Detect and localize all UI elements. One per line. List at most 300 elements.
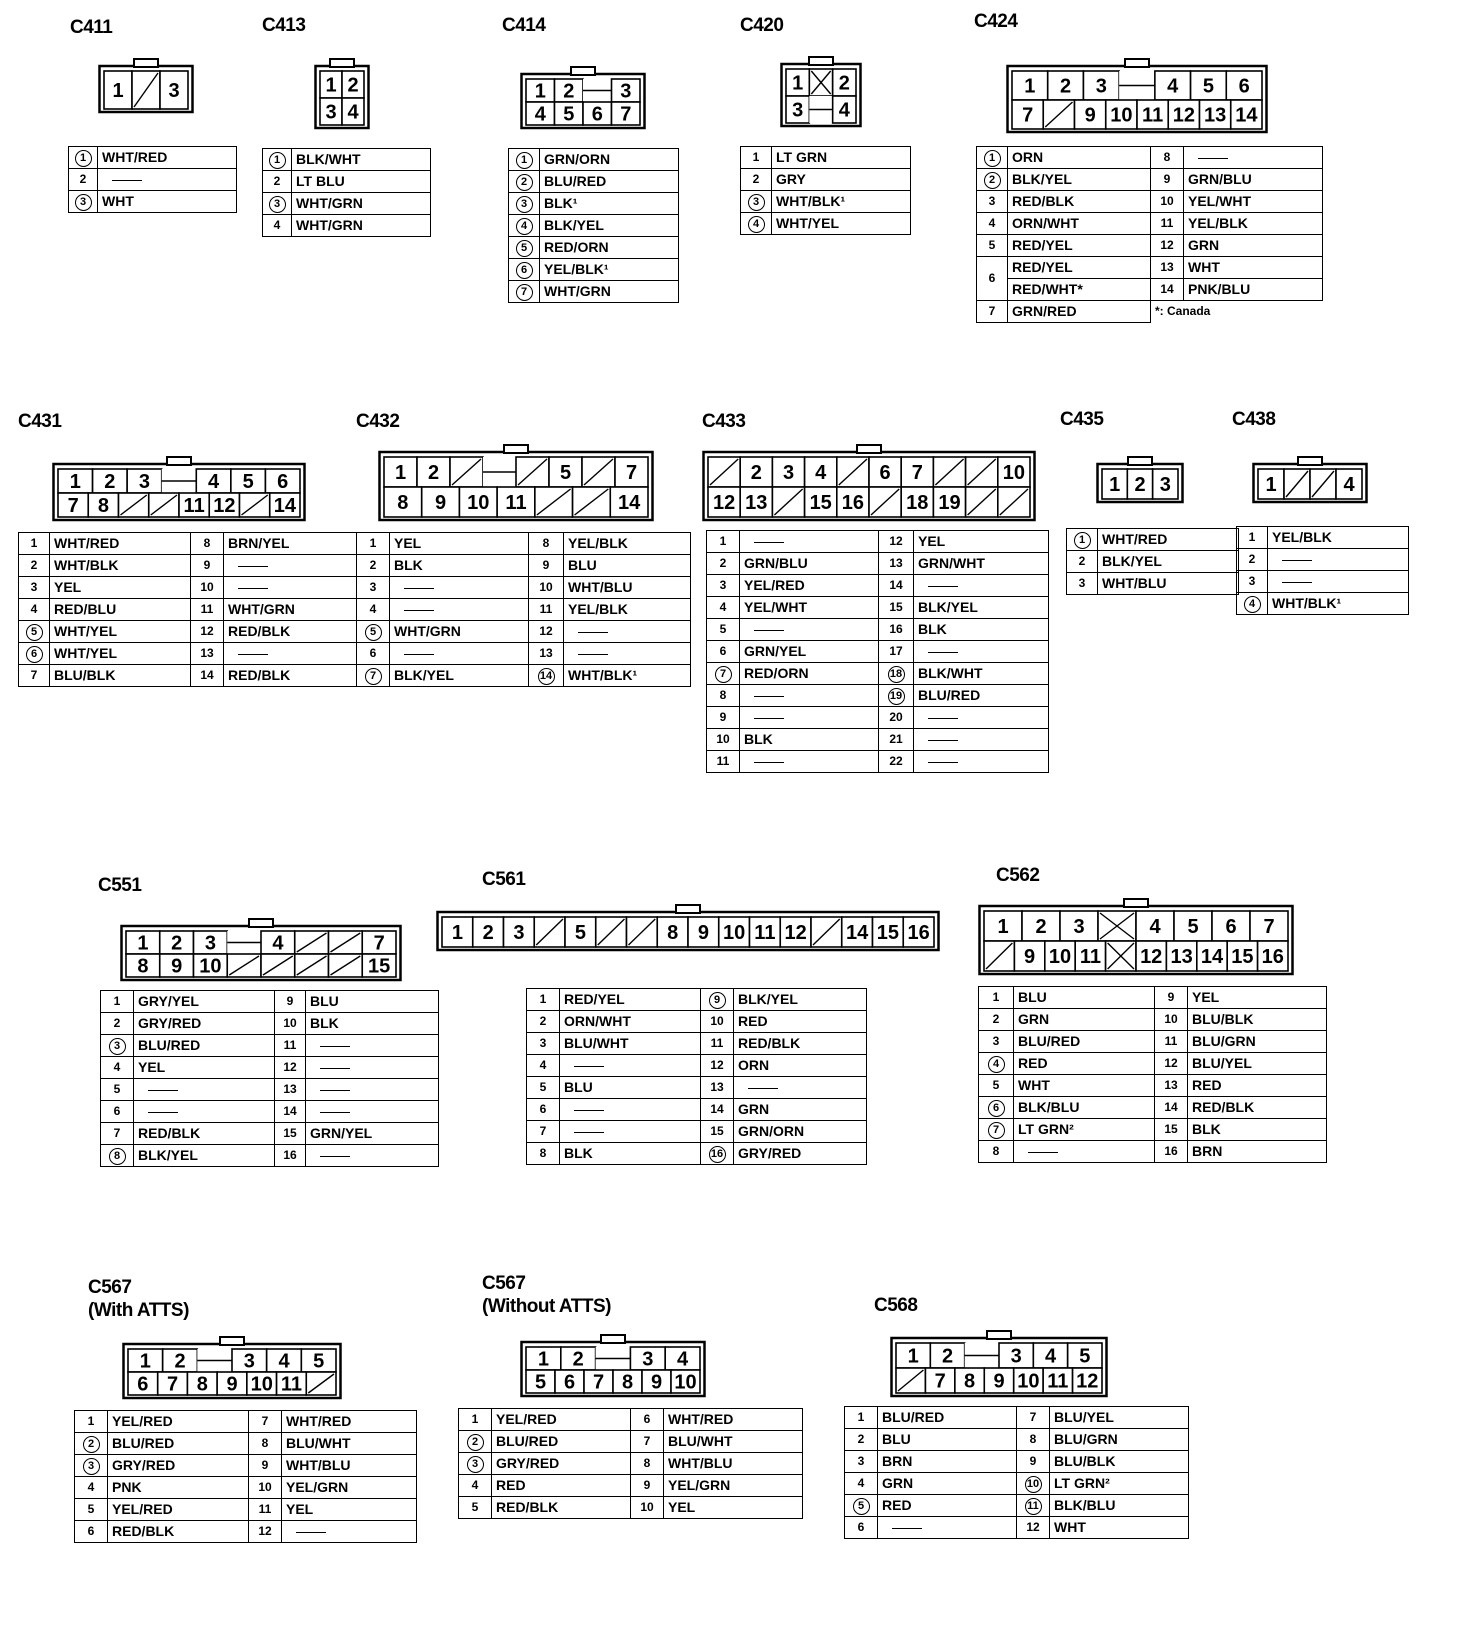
wire-color: RED/ORN bbox=[740, 663, 879, 685]
wire-color: YEL bbox=[390, 533, 529, 555]
connector-face bbox=[520, 66, 646, 130]
connector-face bbox=[702, 444, 1036, 522]
pin-number: 14 bbox=[1160, 282, 1174, 296]
cavity-number: 6 bbox=[591, 103, 603, 126]
pin-number: 2 bbox=[857, 1432, 865, 1446]
wire-color: YEL bbox=[50, 577, 191, 599]
table-row bbox=[977, 147, 1323, 169]
table-row bbox=[707, 751, 1049, 773]
no-wire-dash bbox=[404, 654, 434, 655]
wire-color: YEL bbox=[1188, 987, 1327, 1009]
cavity-number: 2 bbox=[1134, 474, 1146, 496]
cavity-number: 13 bbox=[745, 492, 768, 514]
wire-color: YEL/WHT bbox=[740, 597, 879, 619]
table-row bbox=[1237, 571, 1409, 593]
wire-color: BLU/BLK bbox=[1188, 1009, 1327, 1031]
cavity-number: 9 bbox=[1084, 104, 1096, 127]
cavity-number: 1 bbox=[139, 1350, 151, 1373]
pin-number: 1 bbox=[369, 536, 377, 550]
wire-color: BLK/YEL bbox=[1098, 551, 1239, 573]
pin-table bbox=[526, 988, 867, 1165]
cavity-number: 4 bbox=[208, 471, 220, 493]
wire-color bbox=[224, 555, 357, 577]
table-row bbox=[527, 1077, 867, 1099]
pin-number: 6 bbox=[516, 262, 533, 279]
cavity-number: 7 bbox=[625, 462, 638, 484]
table-row bbox=[459, 1475, 803, 1497]
pin-table bbox=[740, 146, 911, 235]
no-wire-dash bbox=[404, 610, 434, 611]
wire-color: BLK/WHT bbox=[292, 149, 431, 171]
pin-number: 7 bbox=[715, 666, 732, 683]
pin-number: 10 bbox=[710, 1014, 724, 1028]
wire-color: BLU/WHT bbox=[664, 1431, 803, 1453]
wire-color bbox=[224, 577, 357, 599]
cavity-number: 7 bbox=[167, 1373, 179, 1396]
cavity-number: 9 bbox=[171, 955, 183, 978]
connector-face-drawing bbox=[120, 918, 402, 982]
wire-color bbox=[740, 751, 879, 773]
wire-color: RED/BLK bbox=[134, 1123, 275, 1145]
pin-number: 1 bbox=[269, 152, 286, 169]
no-wire-dash bbox=[320, 1112, 350, 1113]
pin-number: 1 bbox=[516, 152, 533, 169]
table-row bbox=[101, 1057, 439, 1079]
pin-number: 8 bbox=[719, 688, 727, 702]
wire-color: WHT/BLU bbox=[564, 577, 691, 599]
table-row bbox=[845, 1495, 1189, 1517]
wire-color: WHT/BLK¹ bbox=[1268, 593, 1409, 615]
pin-number: 8 bbox=[109, 1148, 126, 1165]
pin-number: 2 bbox=[539, 1014, 547, 1028]
pin-number: 6 bbox=[113, 1104, 121, 1118]
wire-color bbox=[134, 1101, 275, 1123]
wire-color: YEL/BLK bbox=[564, 599, 691, 621]
pin-number: 1 bbox=[719, 534, 727, 548]
pin-number: 17 bbox=[889, 644, 903, 658]
pin-number: 2 bbox=[992, 1012, 1000, 1026]
wire-color: YEL/RED bbox=[492, 1409, 631, 1431]
pin-number: 10 bbox=[1164, 1012, 1178, 1026]
wire-color: BLU bbox=[306, 991, 439, 1013]
cavity-number: 2 bbox=[427, 462, 440, 484]
connector-title: C551 bbox=[98, 875, 142, 896]
table-row bbox=[101, 991, 439, 1013]
pin-number: 6 bbox=[87, 1524, 95, 1538]
cavity-number: 1 bbox=[792, 72, 804, 95]
pin-number: 9 bbox=[542, 558, 550, 572]
wire-color: BLU/GRN bbox=[1188, 1031, 1327, 1053]
pin-number: 4 bbox=[30, 602, 38, 616]
cavity-number: 15 bbox=[368, 955, 391, 978]
connector-face bbox=[120, 918, 402, 982]
pin-number: 7 bbox=[113, 1126, 121, 1140]
cavity-number: 8 bbox=[621, 1371, 634, 1394]
cavity-number: 4 bbox=[815, 462, 827, 484]
no-wire-dash bbox=[574, 1110, 604, 1111]
wire-color bbox=[740, 707, 879, 729]
table-row bbox=[357, 599, 691, 621]
pin-number: 1 bbox=[87, 1414, 95, 1428]
pin-number: 3 bbox=[369, 580, 377, 594]
table-row bbox=[707, 685, 1049, 707]
cavity-number: 3 bbox=[138, 471, 150, 493]
wire-color bbox=[306, 1035, 439, 1057]
pin-number: 4 bbox=[471, 1478, 479, 1492]
cavity-number: 5 bbox=[574, 922, 586, 944]
pin-number: 9 bbox=[709, 992, 726, 1009]
wire-color: BLK/YEL bbox=[134, 1145, 275, 1167]
pin-number: 12 bbox=[889, 534, 903, 548]
pin-number: 14 bbox=[283, 1104, 297, 1118]
cavity-number: 11 bbox=[754, 922, 776, 944]
cavity-number: 4 bbox=[278, 1350, 290, 1373]
no-wire-dash bbox=[404, 588, 434, 589]
table-row bbox=[357, 533, 691, 555]
wire-color bbox=[98, 169, 237, 191]
cavity-number: 10 bbox=[1048, 946, 1072, 968]
table-row bbox=[509, 149, 679, 171]
table-row bbox=[977, 213, 1323, 235]
pin-number: 14 bbox=[538, 668, 555, 685]
table-row bbox=[19, 555, 357, 577]
cavity-number: 10 bbox=[723, 922, 746, 944]
cavity-number: 2 bbox=[1060, 75, 1072, 98]
pin-table bbox=[356, 532, 691, 687]
table-row bbox=[527, 1099, 867, 1121]
wire-color: BLU/BLK bbox=[1050, 1451, 1189, 1473]
pin-number: 7 bbox=[988, 1122, 1005, 1139]
wire-color: RED/ORN bbox=[540, 237, 679, 259]
wire-color: WHT/RED bbox=[282, 1411, 417, 1433]
cavity-number: 2 bbox=[104, 471, 116, 493]
pin-number: 5 bbox=[516, 240, 533, 257]
pin-number: 16 bbox=[889, 622, 903, 636]
connector-title: C435 bbox=[1060, 409, 1104, 430]
cavity-number: 6 bbox=[879, 462, 891, 484]
pin-number: 9 bbox=[643, 1478, 651, 1492]
pin-number: 12 bbox=[539, 624, 553, 638]
pin-number: 11 bbox=[1164, 1034, 1178, 1048]
table-row bbox=[707, 641, 1049, 663]
pin-number: 1 bbox=[1248, 530, 1256, 544]
table-row bbox=[19, 621, 357, 643]
cavity-number: 14 bbox=[618, 492, 641, 514]
table-row bbox=[101, 1145, 439, 1167]
pin-number: 1 bbox=[857, 1410, 865, 1424]
cavity-number: 16 bbox=[841, 492, 865, 514]
wire-color: BLK/YEL bbox=[390, 665, 529, 687]
cavity-number: 7 bbox=[1022, 104, 1034, 127]
wire-color: BLU/RED bbox=[878, 1407, 1017, 1429]
table-row bbox=[101, 1035, 439, 1057]
pin-number: 6 bbox=[857, 1520, 865, 1534]
pin-number: 6 bbox=[369, 646, 377, 660]
pin-number: 1 bbox=[984, 150, 1001, 167]
cavity-number: 7 bbox=[1263, 916, 1275, 938]
table-row bbox=[1067, 551, 1239, 573]
connector-face bbox=[98, 58, 194, 114]
pin-number: 2 bbox=[516, 174, 533, 191]
pin-number: 9 bbox=[719, 710, 727, 724]
pin-table bbox=[978, 986, 1327, 1163]
table-row bbox=[845, 1407, 1189, 1429]
no-wire-dash bbox=[578, 632, 608, 633]
pin-number: 5 bbox=[992, 1078, 1000, 1092]
table-row bbox=[741, 169, 911, 191]
pin-table bbox=[262, 148, 431, 237]
pin-number: 4 bbox=[369, 602, 377, 616]
pin-number: 11 bbox=[539, 602, 553, 616]
pin-number: 1 bbox=[539, 992, 547, 1006]
cavity-number: 10 bbox=[674, 1371, 697, 1394]
cavity-number: 12 bbox=[1172, 104, 1195, 127]
pin-table bbox=[18, 532, 357, 687]
pin-number: 9 bbox=[1029, 1454, 1037, 1468]
wire-color: YEL/RED bbox=[108, 1499, 249, 1521]
pin-number: 15 bbox=[1164, 1122, 1178, 1136]
pin-number: 2 bbox=[1078, 554, 1086, 568]
pin-number: 8 bbox=[203, 536, 211, 550]
pin-number: 6 bbox=[988, 1100, 1005, 1117]
wire-color: BLU bbox=[564, 555, 691, 577]
pin-number: 5 bbox=[539, 1080, 547, 1094]
connector-title: C411 bbox=[70, 17, 113, 38]
connector-face-drawing bbox=[1096, 456, 1184, 504]
table-row bbox=[19, 533, 357, 555]
table-row bbox=[977, 301, 1323, 323]
connector-face-drawing bbox=[520, 66, 646, 130]
footnote: *: Canada bbox=[1155, 304, 1211, 319]
cavity-number: 3 bbox=[325, 101, 337, 124]
pin-number: 13 bbox=[200, 646, 214, 660]
pin-number: 22 bbox=[889, 754, 903, 768]
wire-color: WHT/RED bbox=[664, 1409, 803, 1431]
pin-number: 2 bbox=[719, 556, 727, 570]
pin-number: 1 bbox=[752, 150, 760, 164]
cavity-number: 12 bbox=[712, 492, 736, 514]
wire-color: PNK/BLU bbox=[1184, 279, 1323, 301]
cavity-number: 8 bbox=[137, 955, 149, 978]
pin-number: 7 bbox=[261, 1414, 269, 1428]
connector-face-drawing bbox=[780, 56, 862, 128]
table-row bbox=[69, 147, 237, 169]
connector-face bbox=[520, 1334, 706, 1398]
no-wire-dash bbox=[1198, 158, 1228, 159]
pin-number: 3 bbox=[719, 578, 727, 592]
wire-color: YEL/BLK bbox=[564, 533, 691, 555]
pin-number: 6 bbox=[719, 644, 727, 658]
no-wire-dash bbox=[928, 762, 958, 763]
cavity-number: 11 bbox=[1047, 1370, 1069, 1393]
no-wire-dash bbox=[754, 630, 784, 631]
pin-number: 9 bbox=[1167, 990, 1175, 1004]
wire-color bbox=[306, 1079, 439, 1101]
cavity-number: 4 bbox=[1167, 75, 1179, 98]
wire-color: GRY bbox=[772, 169, 911, 191]
pin-number: 10 bbox=[640, 1500, 654, 1514]
wire-color: GRN/YEL bbox=[306, 1123, 439, 1145]
no-wire-dash bbox=[574, 1132, 604, 1133]
wire-color: RED/BLK bbox=[1008, 191, 1151, 213]
pin-number: 13 bbox=[889, 556, 903, 570]
wire-color: GRN/BLU bbox=[740, 553, 879, 575]
cavity-number: 6 bbox=[1225, 916, 1237, 938]
wire-color: ORN bbox=[734, 1055, 867, 1077]
cavity-number: 4 bbox=[1149, 916, 1161, 938]
connector-title: C567 (With ATTS) bbox=[88, 1277, 189, 1321]
table-row bbox=[527, 989, 867, 1011]
pin-number: 1 bbox=[75, 150, 92, 167]
wire-color: WHT/BLU bbox=[282, 1455, 417, 1477]
pin-number: 1 bbox=[113, 994, 121, 1008]
pin-number: 3 bbox=[75, 194, 92, 211]
connector-face-drawing bbox=[1006, 58, 1268, 134]
pin-number: 11 bbox=[283, 1038, 297, 1052]
pin-number: 21 bbox=[889, 732, 903, 746]
pin-number: 12 bbox=[283, 1060, 297, 1074]
wire-color: GRN bbox=[1014, 1009, 1155, 1031]
cavity-number: 4 bbox=[347, 101, 359, 124]
table-row bbox=[977, 257, 1323, 279]
cavity-number: 3 bbox=[204, 932, 216, 955]
pin-table bbox=[100, 990, 439, 1167]
cavity-number: 7 bbox=[592, 1371, 605, 1394]
wire-color: GRN bbox=[1184, 235, 1323, 257]
table-row bbox=[979, 1075, 1327, 1097]
wire-color: RED/BLK bbox=[734, 1033, 867, 1055]
table-row bbox=[979, 1053, 1327, 1075]
pin-number: 8 bbox=[542, 536, 550, 550]
wire-color: RED/BLK bbox=[492, 1497, 631, 1519]
pin-number: 20 bbox=[889, 710, 903, 724]
cavity-number: 1 bbox=[1109, 474, 1121, 496]
cavity-number: 10 bbox=[1002, 462, 1026, 484]
pin-number: 1 bbox=[471, 1412, 479, 1426]
wire-color: BLU/RED bbox=[1014, 1031, 1155, 1053]
wire-color bbox=[914, 707, 1049, 729]
connector-face bbox=[780, 56, 862, 128]
no-wire-dash bbox=[1282, 582, 1312, 583]
pin-number: 11 bbox=[258, 1502, 272, 1516]
pin-number: 16 bbox=[283, 1148, 297, 1162]
table-row bbox=[979, 1119, 1327, 1141]
wire-color: WHT/BLK bbox=[50, 555, 191, 577]
table-row bbox=[101, 1013, 439, 1035]
wire-color: BLU/YEL bbox=[1188, 1053, 1327, 1075]
table-row bbox=[1067, 573, 1239, 595]
pin-number: 10 bbox=[1160, 194, 1174, 208]
pin-number: 14 bbox=[200, 668, 214, 682]
wire-color bbox=[134, 1079, 275, 1101]
wire-color: GRY/RED bbox=[734, 1143, 867, 1165]
no-wire-dash bbox=[754, 762, 784, 763]
wire-color: YEL bbox=[914, 531, 1049, 553]
pin-number: 12 bbox=[1160, 238, 1174, 252]
pin-table bbox=[1236, 526, 1409, 615]
wire-color: BLK/BLU bbox=[1050, 1495, 1189, 1517]
pin-number: 2 bbox=[752, 172, 760, 186]
no-wire-dash bbox=[148, 1090, 178, 1091]
wire-color: WHT/GRN bbox=[540, 281, 679, 303]
pin-number: 13 bbox=[539, 646, 553, 660]
cavity-number: 7 bbox=[911, 462, 923, 484]
cavity-number: 2 bbox=[563, 80, 575, 103]
table-row bbox=[19, 643, 357, 665]
connector-face-drawing bbox=[436, 904, 940, 952]
pin-number: 5 bbox=[113, 1082, 121, 1096]
cavity-number: 4 bbox=[838, 99, 850, 122]
wire-color: BRN bbox=[1188, 1141, 1327, 1163]
wire-color: RED/YEL bbox=[1008, 235, 1151, 257]
wire-color: BLK/YEL bbox=[1008, 169, 1151, 191]
pin-number: 1 bbox=[1074, 532, 1091, 549]
connector-face bbox=[52, 456, 306, 522]
wire-color: BLK/YEL bbox=[914, 597, 1049, 619]
cavity-number: 9 bbox=[435, 492, 447, 514]
cavity-number: 8 bbox=[964, 1370, 976, 1393]
pin-table bbox=[844, 1406, 1189, 1539]
table-row bbox=[459, 1453, 803, 1475]
connector-face-drawing bbox=[702, 444, 1036, 522]
no-wire-dash bbox=[928, 718, 958, 719]
wire-color: YEL/BLK bbox=[1268, 527, 1409, 549]
pin-number: 6 bbox=[539, 1102, 547, 1116]
pin-table bbox=[1066, 528, 1239, 595]
wire-color: WHT/RED bbox=[50, 533, 191, 555]
table-row bbox=[75, 1433, 417, 1455]
connector-face-drawing bbox=[520, 1334, 706, 1398]
pin-number: 7 bbox=[643, 1434, 651, 1448]
cavity-number: 9 bbox=[1024, 946, 1036, 968]
cavity-number: 1 bbox=[537, 1348, 549, 1371]
table-row bbox=[979, 987, 1327, 1009]
pin-number: 10 bbox=[716, 732, 730, 746]
pin-number: 6 bbox=[643, 1412, 651, 1426]
cavity-number: 8 bbox=[97, 495, 109, 517]
table-row bbox=[707, 575, 1049, 597]
pin-table bbox=[706, 530, 1049, 773]
connector-title: C431 bbox=[18, 411, 62, 432]
connector-face bbox=[1096, 456, 1184, 504]
cavity-number: 12 bbox=[784, 922, 807, 944]
pin-number: 3 bbox=[1248, 574, 1256, 588]
pin-number: 2 bbox=[273, 174, 281, 188]
pin-number: 7 bbox=[1029, 1410, 1037, 1424]
table-row bbox=[509, 281, 679, 303]
wire-color: RED bbox=[734, 1011, 867, 1033]
wire-color bbox=[740, 619, 879, 641]
connector-title: C432 bbox=[356, 411, 400, 432]
wire-color: GRY/RED bbox=[492, 1453, 631, 1475]
pin-number: 9 bbox=[261, 1458, 269, 1472]
no-wire-dash bbox=[320, 1046, 350, 1047]
table-row bbox=[75, 1411, 417, 1433]
wire-color: YEL/GRN bbox=[282, 1477, 417, 1499]
no-wire-dash bbox=[754, 696, 784, 697]
table-row bbox=[101, 1123, 439, 1145]
table-row bbox=[741, 213, 911, 235]
table-row bbox=[977, 279, 1323, 301]
wire-color: YEL/GRN bbox=[664, 1475, 803, 1497]
cavity-number: 7 bbox=[373, 932, 385, 955]
table-row bbox=[1237, 593, 1409, 615]
wire-color bbox=[560, 1121, 701, 1143]
table-row bbox=[75, 1455, 417, 1477]
cavity-number: 11 bbox=[1079, 946, 1101, 968]
table-row bbox=[69, 169, 237, 191]
table-row bbox=[979, 1141, 1327, 1163]
